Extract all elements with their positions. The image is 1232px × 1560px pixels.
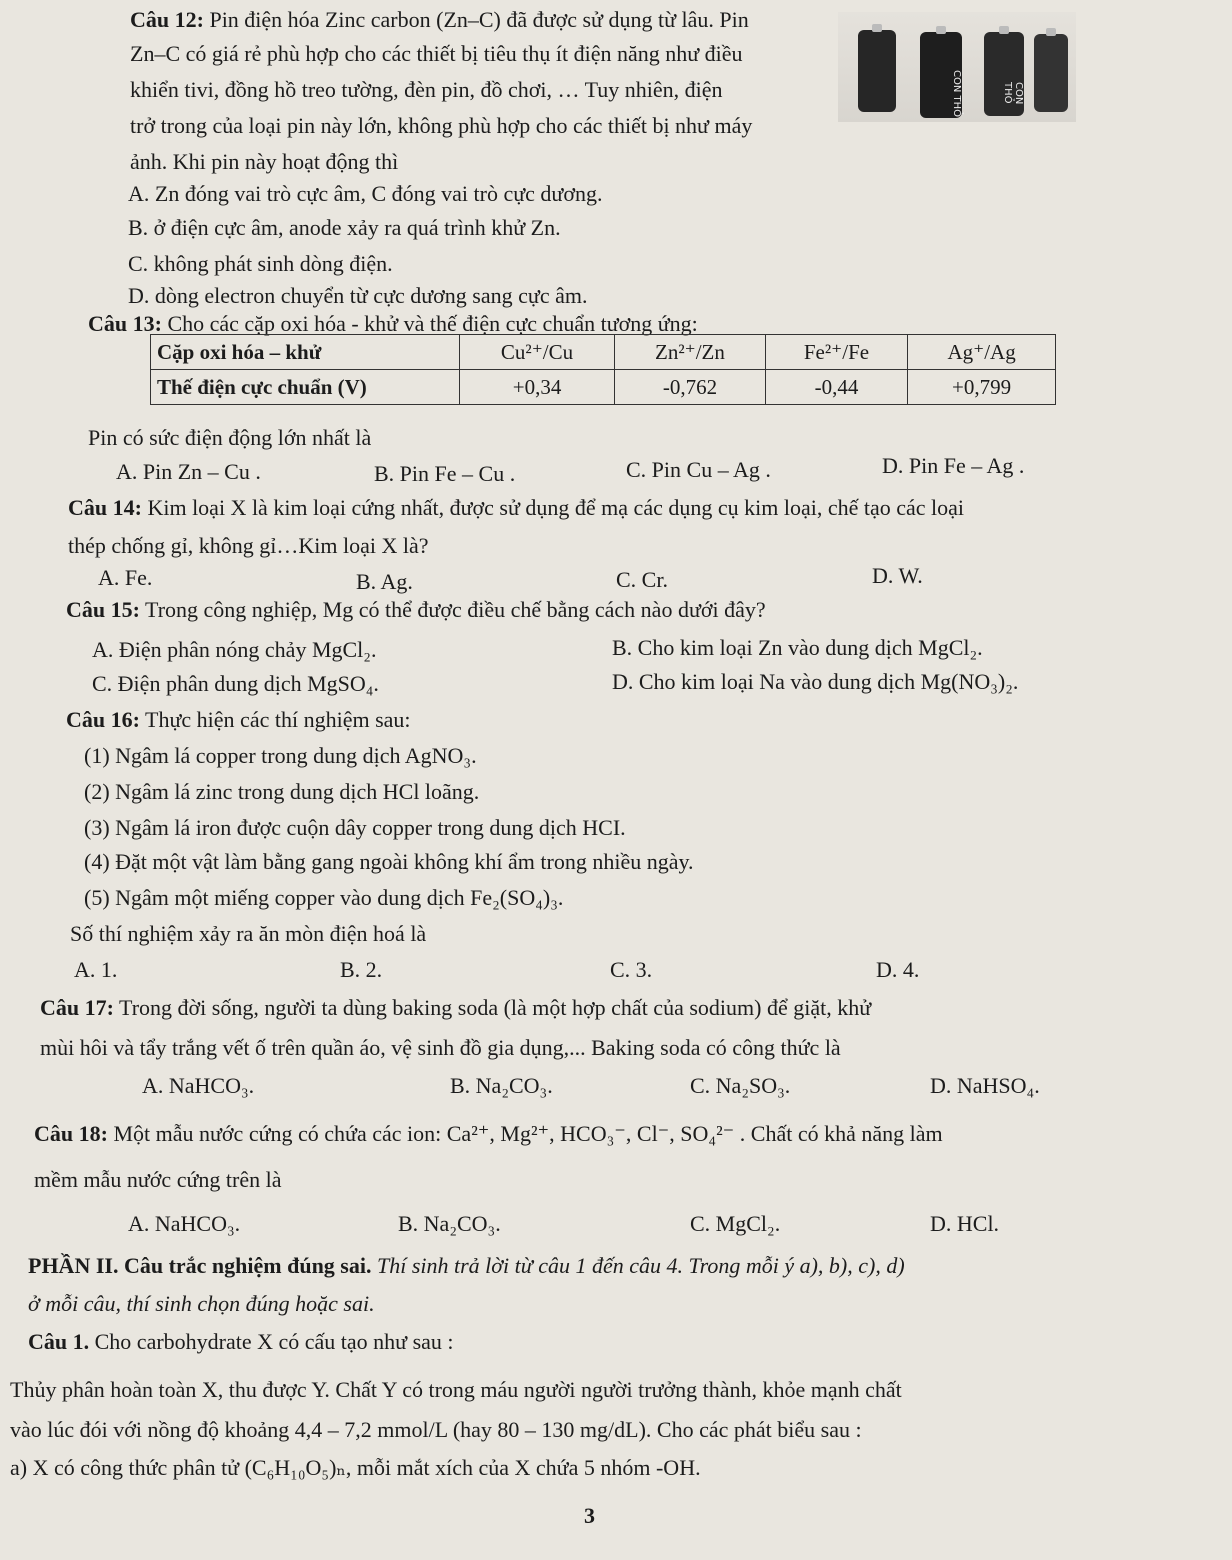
q15-option-c[interactable]: C. Điện phân dung dịch MgSO₄.	[92, 671, 379, 696]
q18-option-d[interactable]: D. HCl.	[930, 1211, 1000, 1236]
battery-photo	[838, 12, 1076, 122]
q16-option-b[interactable]: B. 2.	[340, 957, 383, 982]
q13-text: Cho các cặp oxi hóa - khử và thế điện cực chuẩn tương ứng:	[161, 311, 698, 336]
q13-option-a[interactable]: A. Pin Zn – Cu .	[116, 459, 261, 484]
q17-option-a[interactable]: A. NaHCO₃.	[142, 1073, 255, 1098]
q14-option-a[interactable]: A. Fe.	[98, 565, 153, 590]
part2-instruction-2: ở mỗi câu, thí sinh chọn đúng hoặc sai.	[28, 1291, 375, 1316]
battery-3-label: CON THỎ	[1002, 81, 1024, 105]
q16-item-4: (4) Đặt một vật làm bằng gang ngoài không khí ẩm trong nhiều ngày.	[84, 849, 694, 874]
q12-option-a[interactable]: A. Zn đóng vai trò cực âm, C đóng vai trò cực dương.	[128, 181, 603, 206]
q12-line-4: trở trong của loại pin này lớn, không phù hợp cho các thiết bị như máy	[130, 113, 753, 138]
table-header-potential: Thế điện cực chuẩn (V)	[151, 370, 460, 405]
q18-option-a[interactable]: A. NaHCO₃.	[128, 1211, 241, 1236]
battery-4	[1034, 34, 1068, 112]
q12-line-1	[130, 6, 749, 34]
q17-option-d[interactable]: D. NaHSO₄.	[930, 1073, 1040, 1098]
q12-option-d[interactable]: D. dòng electron chuyển từ cực dương sang cực âm.	[128, 283, 588, 308]
q12-line-5: ảnh. Khi pin này hoạt động thì	[130, 149, 399, 174]
table-cell: -0,762	[615, 370, 766, 405]
q17-option-c[interactable]: C. Na₂SO₃.	[690, 1073, 791, 1098]
q15-option-a[interactable]: A. Điện phân nóng chảy MgCl₂.	[92, 637, 377, 662]
c1-line	[28, 1328, 454, 1356]
q12-option-b[interactable]: B. ở điện cực âm, anode xảy ra quá trình khử Zn.	[128, 215, 561, 240]
c1-paragraph-1: Thủy phân hoàn toàn X, thu được Y. Chất Y có trong máu người người trưởng thành, khỏe mạnh chất	[10, 1377, 902, 1402]
c1-paragraph-2: vào lúc đói với nồng độ khoảng 4,4 – 7,2 mmol/L (hay 80 – 130 mg/dL). Cho các phát biểu sau :	[10, 1417, 862, 1442]
q16-line	[66, 706, 411, 734]
table-cell: Cu²⁺/Cu	[460, 335, 615, 370]
q18-text-1: Một mẫu nước cứng có chứa các ion: Ca²⁺, Mg²⁺, HCO₃⁻, Cl⁻, SO₄²⁻ . Chất có khả năng làm	[107, 1121, 943, 1146]
battery-1	[858, 30, 896, 112]
q14-option-b[interactable]: B. Ag.	[356, 569, 413, 594]
table-cell: Ag⁺/Ag	[908, 335, 1056, 370]
q13-option-d[interactable]: D. Pin Fe – Ag .	[882, 453, 1025, 478]
q12-line-2: Zn–C có giá rẻ phù hợp cho các thiết bị tiêu thụ ít điện năng như điều	[130, 41, 743, 66]
page-number: 3	[584, 1503, 595, 1528]
battery-2-label: CON THỎ	[951, 70, 962, 118]
part2-line-1	[28, 1252, 905, 1280]
q16-option-a[interactable]: A. 1.	[74, 957, 118, 982]
q14-text-1: Kim loại X là kim loại cứng nhất, được sử dụng để mạ các dụng cụ kim loại, chế tạo các loại	[141, 495, 965, 520]
battery-3	[984, 32, 1024, 116]
q13-question: Pin có sức điện động lớn nhất là	[88, 425, 372, 450]
battery-2	[920, 32, 962, 118]
table-row	[151, 370, 1056, 405]
c1-text: Cho carbohydrate X có cấu tạo như sau :	[89, 1329, 454, 1354]
table-row	[151, 335, 1056, 370]
q15-option-d[interactable]: D. Cho kim loại Na vào dung dịch Mg(NO₃)₂.	[612, 669, 1019, 694]
q17-option-b[interactable]: B. Na₂CO₃.	[450, 1073, 553, 1098]
q14-line-2: thép chống gỉ, không gỉ…Kim loại X là?	[68, 533, 429, 558]
q16-text: Thực hiện các thí nghiệm sau:	[139, 707, 411, 732]
q16-item-1: (1) Ngâm lá copper trong dung dịch AgNO₃.	[84, 743, 477, 768]
q16-item-2: (2) Ngâm lá zinc trong dung dịch HCl loãng.	[84, 779, 480, 804]
q16-option-c[interactable]: C. 3.	[610, 957, 653, 982]
q16-question: Số thí nghiệm xảy ra ăn mòn điện hoá là	[70, 921, 427, 946]
q15-line	[66, 596, 766, 624]
table-cell: -0,44	[765, 370, 907, 405]
q14-line-1	[68, 494, 964, 522]
q18-option-b[interactable]: B. Na₂CO₃.	[398, 1211, 501, 1236]
c1-statement-a[interactable]: a) X có công thức phân tử (C₆H₁₀O₅)ₙ, mỗi mắt xích của X chứa 5 nhóm -OH.	[10, 1455, 701, 1480]
table-cell: Zn²⁺/Zn	[615, 335, 766, 370]
q13-option-b[interactable]: B. Pin Fe – Cu .	[374, 461, 516, 486]
q12-option-c[interactable]: C. không phát sinh dòng điện.	[128, 251, 393, 276]
part2-title: PHẦN II. Câu trắc nghiệm đúng sai.	[28, 1253, 372, 1278]
table-cell: +0,799	[908, 370, 1056, 405]
table-cell: +0,34	[460, 370, 615, 405]
q17-text-1: Trong đời sống, người ta dùng baking soda (là một hợp chất của sodium) để giặt, khử	[113, 995, 872, 1020]
q12-text-1: Pin điện hóa Zinc carbon (Zn–C) đã được sử dụng từ lâu. Pin	[209, 7, 749, 32]
q13-label: Câu 13:	[88, 311, 162, 336]
q18-label: Câu 18:	[34, 1121, 108, 1146]
part2-instruction-1: Thí sinh trả lời từ câu 1 đến câu 4. Trong mỗi ý a), b), c), d)	[371, 1253, 905, 1278]
potential-table	[150, 334, 1056, 405]
q15-label: Câu 15:	[66, 597, 140, 622]
q18-line-1	[34, 1120, 943, 1148]
q18-line-2: mềm mẫu nước cứng trên là	[34, 1167, 282, 1192]
q17-label: Câu 17:	[40, 995, 114, 1020]
q13-option-c[interactable]: C. Pin Cu – Ag .	[626, 457, 771, 482]
q17-line-1	[40, 994, 871, 1022]
q16-option-d[interactable]: D. 4.	[876, 957, 920, 982]
q15-text: Trong công nghiệp, Mg có thể được điều chế bằng cách nào dưới đây?	[139, 597, 766, 622]
q12-line-3: khiển tivi, đồng hồ treo tường, đèn pin, đồ chơi, … Tuy nhiên, điện	[130, 77, 723, 102]
table-cell: Fe²⁺/Fe	[765, 335, 907, 370]
c1-label: Câu 1.	[28, 1329, 90, 1354]
table-header-pair: Cặp oxi hóa – khử	[151, 335, 460, 370]
q16-item-3: (3) Ngâm lá iron được cuộn dây copper trong dung dịch HCI.	[84, 815, 626, 840]
q14-option-c[interactable]: C. Cr.	[616, 567, 668, 592]
q14-label: Câu 14:	[68, 495, 142, 520]
q12-label: Câu 12:	[130, 7, 204, 32]
q15-option-b[interactable]: B. Cho kim loại Zn vào dung dịch MgCl₂.	[612, 635, 983, 660]
q17-line-2: mùi hôi và tẩy trắng vết ố trên quần áo, vệ sinh đồ gia dụng,... Baking soda có công thức là	[40, 1035, 841, 1060]
q18-option-c[interactable]: C. MgCl₂.	[690, 1211, 781, 1236]
q14-option-d[interactable]: D. W.	[872, 563, 923, 588]
q16-item-5: (5) Ngâm một miếng copper vào dung dịch Fe₂(SO₄)₃.	[84, 885, 564, 910]
q16-label: Câu 16:	[66, 707, 140, 732]
